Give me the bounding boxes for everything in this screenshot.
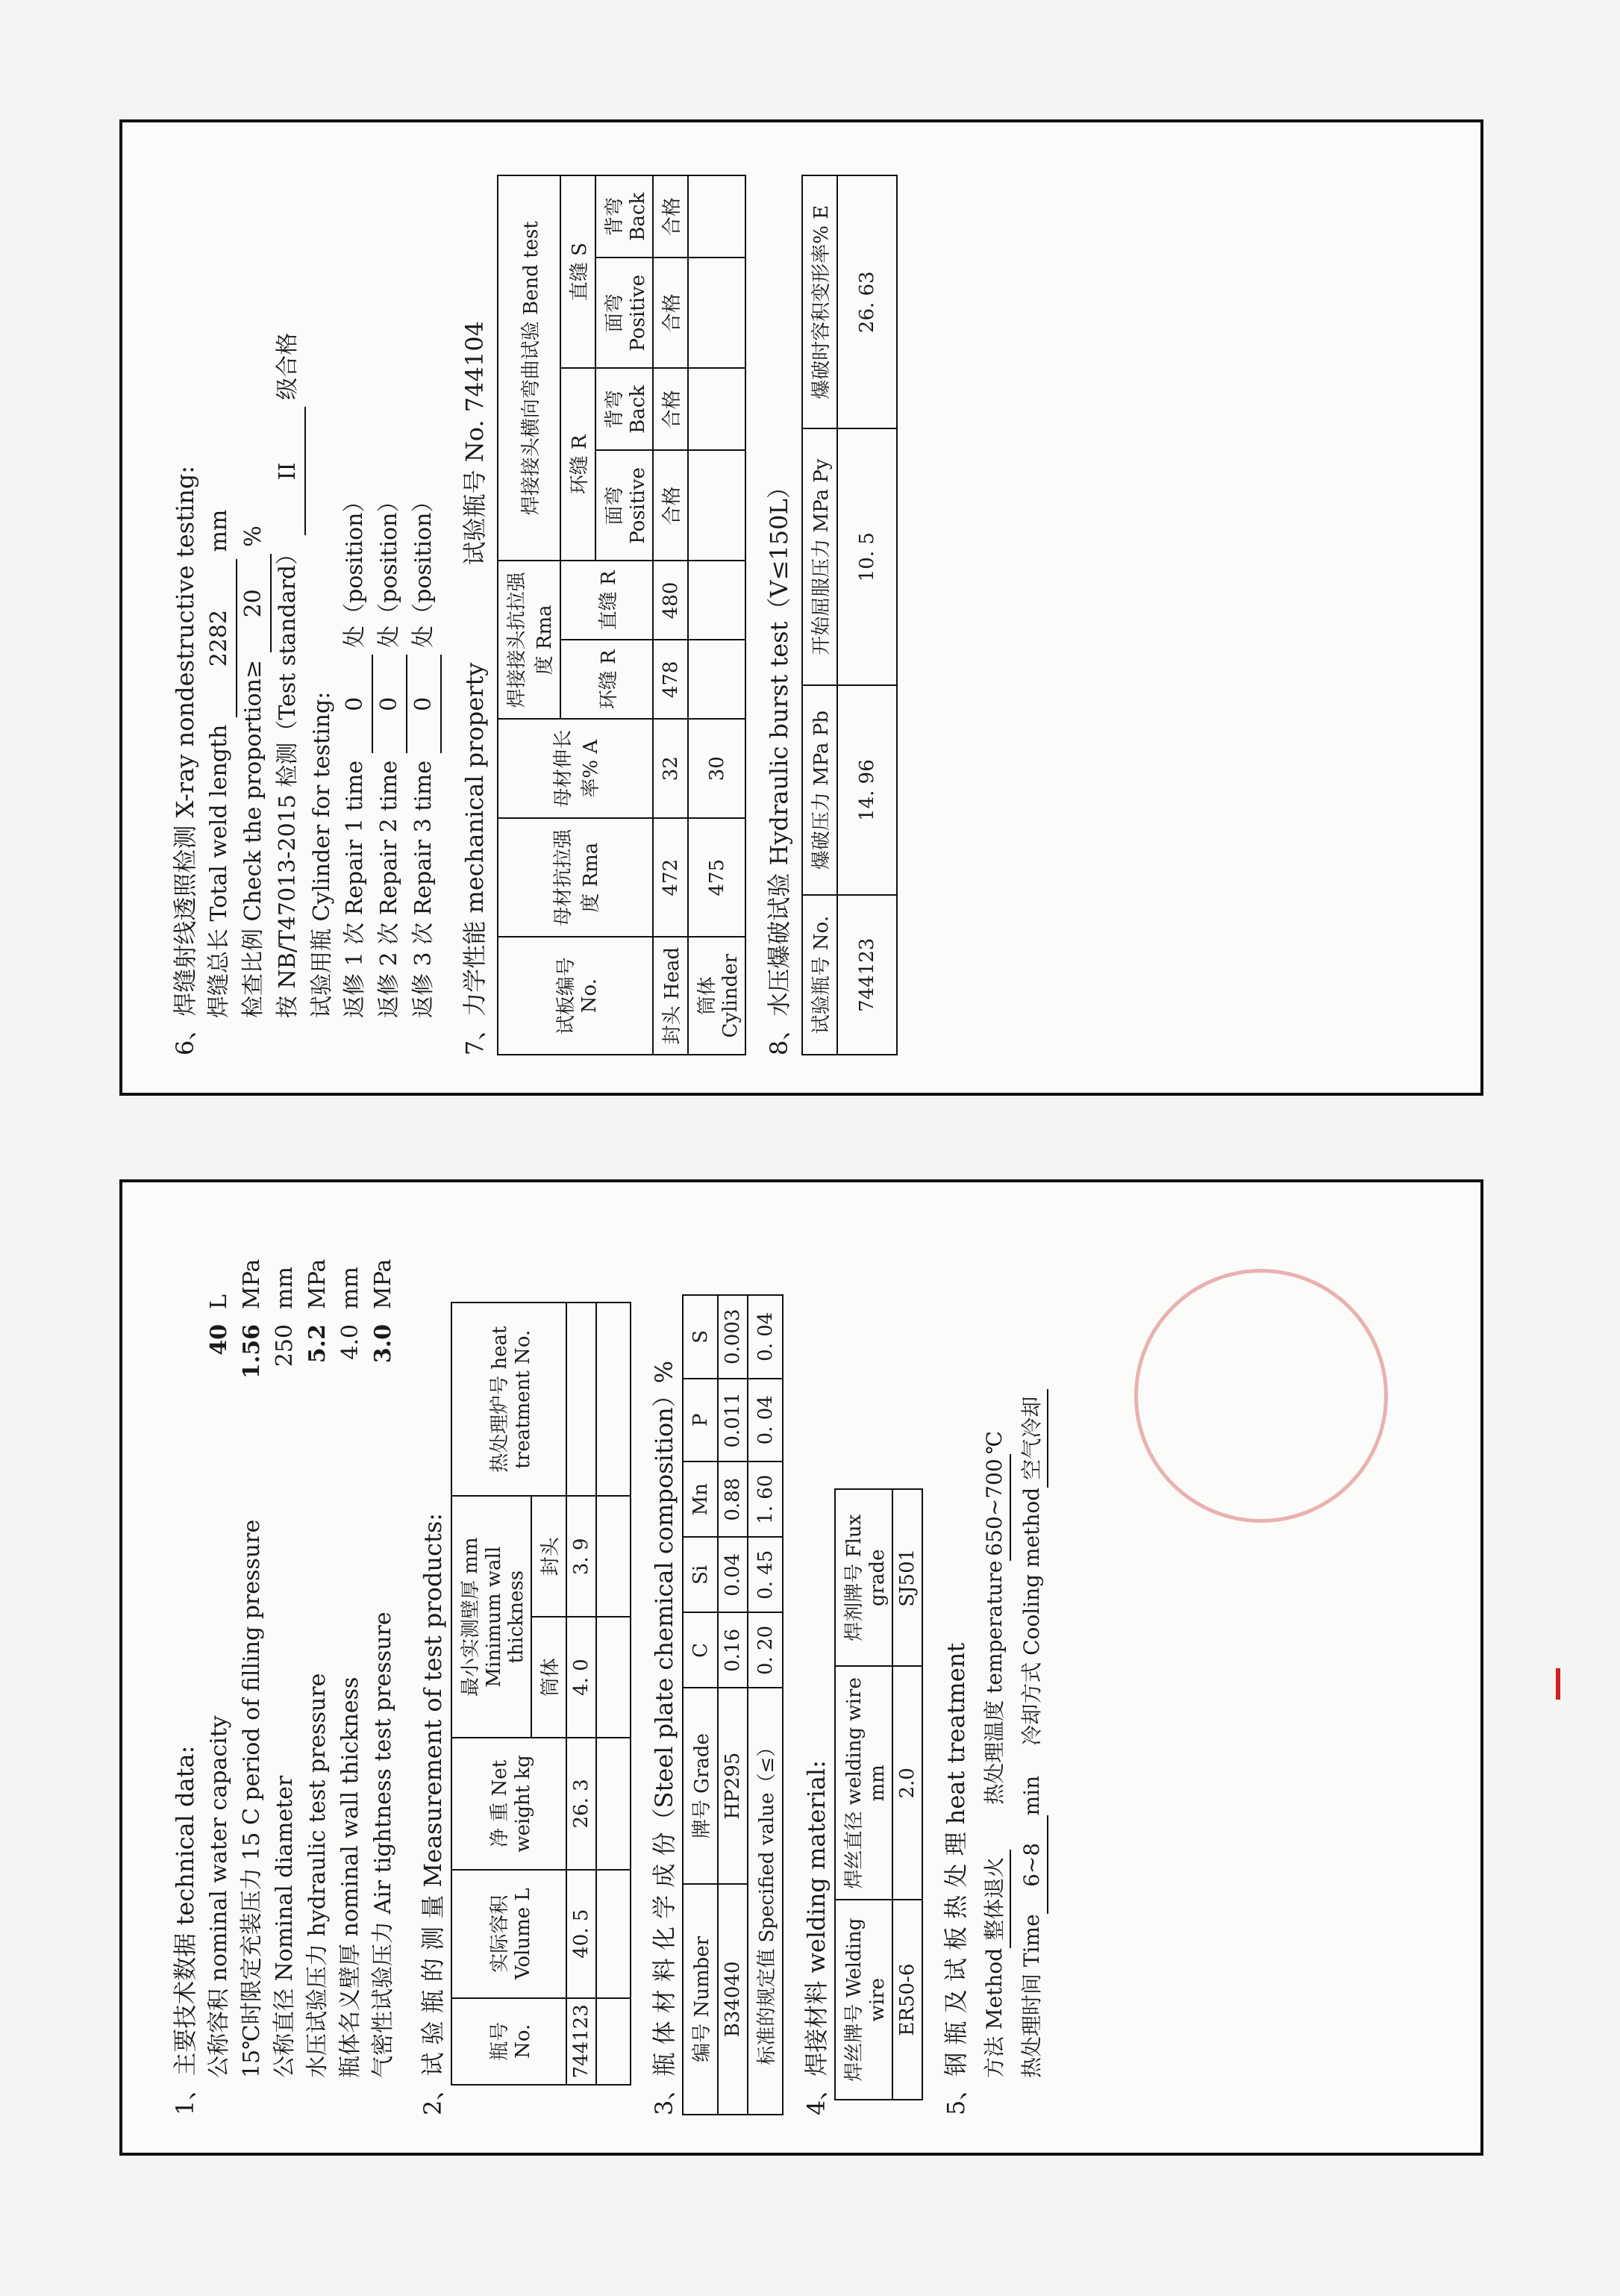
table-row: B34040 HP295 0.16 0.04 0.88 0.011 0.003	[718, 1295, 748, 2115]
list-item: 瓶体名义壁厚 nominal wall thickness 4.0 mm	[337, 1267, 363, 2078]
measurement-title: 2、试 验 瓶 的 测 量 Measurement of test products:	[419, 1512, 447, 2115]
technical-data-title: 1、主要技术数据 technical data:	[171, 1745, 199, 2115]
table-row: ER50-6 2.0 SJ501	[892, 1489, 922, 2100]
right-page-content	[122, 122, 1480, 1093]
red-seal-stamp	[1134, 1269, 1388, 1523]
temperature-value: 650~700	[980, 1454, 1011, 1560]
table-row: 封头 Head 472 32 478 480 合格 合格 合格 合格	[653, 175, 688, 1055]
check-proportion-line: 检查比例 Check the proportion≥ 20 %	[237, 160, 272, 1055]
mechanical-title: 7、力学性能 mechanical property 试验瓶号 No. 744104	[460, 321, 489, 1055]
cylinder-testing-label: 试验用瓶 Cylinder for testing:	[309, 691, 335, 1018]
test-standard-line: 按 NB/T47013-2015 检测（Test standard） II 级合格	[272, 160, 306, 1055]
technical-data-list	[203, 1257, 400, 2115]
right-page-panel	[119, 119, 1483, 1096]
list-item: 15℃时限定充装压力 15 C period of filling pressure 1.56 MPa	[239, 1258, 265, 2078]
list-item: 公称容积 nominal water capacity 40 L	[206, 1294, 232, 2078]
table-row: 744123 14. 96 10. 5 26. 63	[837, 175, 897, 1055]
table-row: 744123 40. 5 26. 3 4. 0 3. 9	[566, 1303, 596, 2085]
time-value: 6~8	[1017, 1815, 1048, 1914]
measurement-table: 瓶号 No. 实际容积 Volume L 净 重 Net weight kg 最小实测壁厚 mm Minimum wall thickness 热处理炉号 heat treatment No. 筒体 封头 744123 40. 5 26. 3 4. 0 3. 9	[451, 1302, 631, 2086]
repair-2-line: 返修 2 次 Repair 2 time 0 处（position）	[373, 160, 407, 1055]
xray-title: 6、焊缝射线透照检测 X-ray nondestructive testing:	[171, 465, 199, 1055]
table-row: 筒体 Cylinder 475 30	[688, 175, 745, 1055]
heat-treatment-title: 5、钢 瓶 及 试 板 热 处 理 heat treatment	[942, 1642, 970, 2115]
welding-material-title: 4、焊接材料 welding material:	[802, 1760, 831, 2115]
repair-3-line: 返修 3 次 Repair 3 time 0 处（position）	[407, 160, 442, 1055]
mechanical-table: 试板编号 No. 母材抗拉强度 Rma 母材伸长率% A 焊接接头抗拉强度 Rma 焊接接头横向弯曲试验 Bend test 环缝 R 直缝 R 环缝 R 直缝 S 面弯 Positive 背弯 Back 面弯 Positive 背弯 Back 封头 Head 472 32 478 480 合格 合格 合格 合格 筒体 Cylinder 475 30	[497, 175, 746, 1055]
burst-test-title: 8、水压爆破试验 Hydraulic burst test（V≤150L）	[765, 475, 793, 1055]
weld-length-value: 2282	[203, 559, 237, 717]
list-item: 气密性试验压力 Air tightness test pressure 3.0 MPa	[370, 1258, 396, 2078]
grade-value: II	[272, 407, 306, 535]
cooling-value: 空气冷却	[1017, 1389, 1048, 1488]
chemical-table: 编号 Number 牌号 Grade C Si Mn P S B34040 HP295 0.16 0.04 0.88 0.011 0.003 标准的规定值 Specified value（≤） 0. 20 0. 45 1. 60 0. 04 0. 04	[682, 1294, 784, 2115]
burst-test-table: 试验瓶号 No. 爆破压力 MPa Pb 开始屈服压力 MPa Py 爆破时容积变形率% E 744123 14. 96 10. 5 26. 63	[801, 175, 898, 1055]
weld-length-line: 焊缝总长 Total weld length 2282 mm	[203, 160, 237, 1055]
list-item: 公称直径 Nominal diameter 250 mm	[272, 1267, 298, 2078]
method-value: 整体退火	[980, 1850, 1011, 1948]
welding-material-table: 焊丝牌号 Welding wire 焊丝直径 welding wire mm 焊剂牌号 Flux grade ER50-6 2.0 SJ501	[834, 1488, 923, 2100]
heat-treatment-line-1: 方法 Method 整体退火 热处理温度 temperature 650~700 ℃	[980, 1220, 1011, 2115]
chemical-title: 3、瓶 体 材 料 化 学 成 份（Steel plate chemical composition）%	[650, 1360, 678, 2115]
repair-1-line: 返修 1 次 Repair 1 time 0 处（position）	[339, 160, 373, 1055]
table-row: 标准的规定值 Specified value（≤） 0. 20 0. 45 1. 60 0. 04 0. 04	[748, 1295, 783, 2115]
red-mark	[1556, 1668, 1560, 1700]
list-item: 水压试验压力 hydraulic test pressure 5.2 MPa	[304, 1258, 331, 2078]
check-proportion-value: 20	[237, 554, 272, 652]
heat-treatment-line-2: 热处理时间 Time 6~8 min 冷却方式 Cooling method 空气冷却	[1017, 1220, 1048, 2115]
